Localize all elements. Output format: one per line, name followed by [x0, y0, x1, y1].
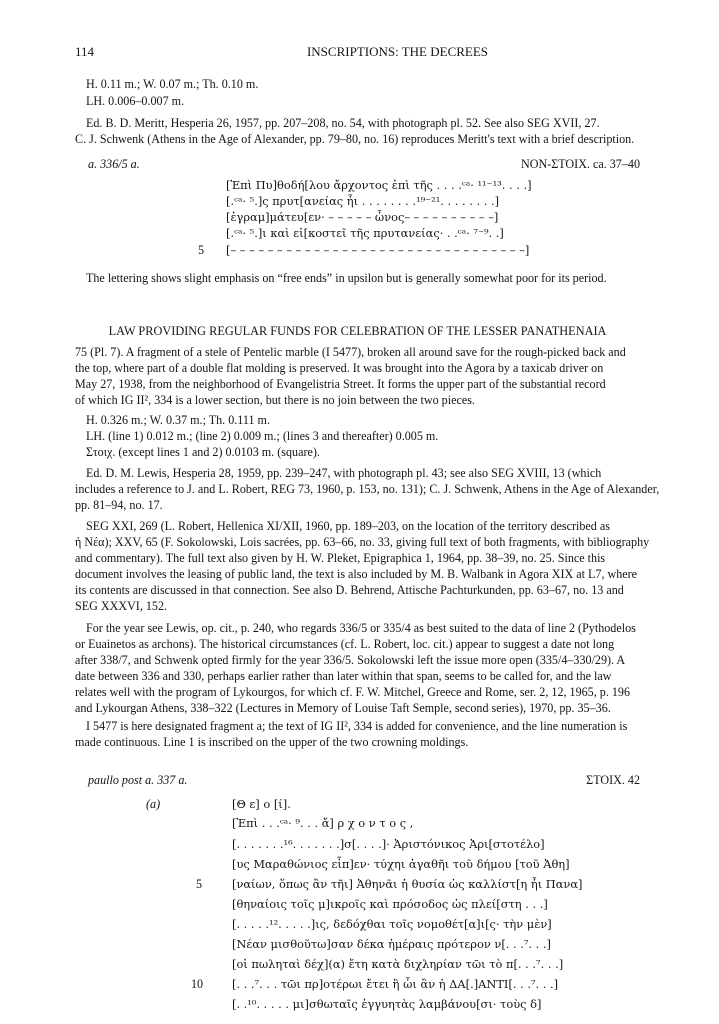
- law-year-1: For the year see Lewis, op. cit., p. 240, who regards 336/5 or 335/4 as best suited to the data of line 2 (Pythodelos: [86, 621, 636, 635]
- law-line-2: [Ἐπὶ . . .ᶜᵃ· ⁹. . . ἄ] ρ χ ο ν τ ο ς ,: [232, 816, 414, 830]
- law-intro-3: May 27, 1938, from the neighborhood of Evangelistria Street. It forms the upper part of the substantial record: [75, 377, 606, 391]
- law-intro-2: the top, where part of a double flat molding is preserved. It was brought into the Agora by a taxicab driver on: [75, 361, 604, 375]
- running-title: INSCRIPTIONS: THE DECREES: [306, 44, 489, 59]
- law-frag-note-2: made continuous. Line 1 is inscribed on the upper of the two crowning moldings.: [75, 735, 469, 749]
- law-intro-1: 75 (Pl. 7). A fragment of a stele of Pentelic marble (I 5477), broken all around save for the rough-picked back and: [75, 345, 626, 359]
- law-seg-6: SEG XXXVI, 152.: [75, 599, 168, 613]
- law-line-6: [θηναίοις τοῖς μ]ικροῖς καὶ πρόσοδος ὡς πλεί[στη . . .]: [232, 897, 548, 911]
- law-date: paullo post a. 337 a.: [88, 773, 188, 787]
- frag1-ed-2: C. J. Schwenk (Athens in the Age of Alexander, pp. 79–80, no. 16) reproduces Meritt's text with a brief description.: [75, 132, 635, 146]
- law-line-9: [οἱ πωληταὶ δέχ](α) ἔτη κατὰ διχληρίαν τῶι τὸ π[. . .⁷. . .]: [232, 957, 564, 971]
- law-ed-1: Ed. D. M. Lewis, Hesperia 28, 1959, pp. 239–247, with photograph pl. 43; see also SEG XVIII, 13 (which: [86, 466, 602, 480]
- law-dims-3: Στοιχ. (except lines 1 and 2) 0.0103 m. (square).: [86, 445, 320, 459]
- law-line-number-5: 5: [196, 877, 203, 891]
- frag1-line-3: [ἐγραμ]μάτευ[εν· – – – – – ὦνος– – – – – – – – – –]: [226, 210, 499, 224]
- law-ed-2: includes a reference to J. and L. Robert, REG 73, 1960, p. 153, no. 131); C. J. Schwenk, Athens in the Age of Alexander,: [75, 482, 660, 496]
- frag1-line-2: [.ᶜᵃ· ⁵.]ς πρυτ[ανείας ἧι . . . . . . . .¹⁹⁻²¹. . . . . . . .]: [226, 194, 500, 208]
- law-line-number-10: 10: [191, 977, 204, 991]
- law-seg-5: its contents are discussed in that connection. See also D. Behrend, Attische Pachturkunden, pp. 63–67, no. 13 and: [75, 583, 624, 597]
- frag1-ed-1: Ed. B. D. Meritt, Hesperia 26, 1957, pp. 207–208, no. 54, with photograph pl. 52. See also SEG XVII, 27.: [86, 116, 600, 130]
- law-line-5: [ναίων, ὅπως ἂν τῆι] Ἀθηνᾶι ἡ θυσία ὡς καλλίστ[η ἧι Πανα]: [232, 877, 583, 891]
- law-line-10: [. . .⁷. . . τῶι πρ]οτέρωι ἔτει ἢ ὧι ἂν ἡ ΔΑ[.]ΑΝΤΙ[. . .⁷. . .]: [232, 977, 559, 991]
- law-intro-4: of which IG II², 334 is a lower section, but there is no join between the two pieces.: [75, 393, 475, 407]
- frag1-dims-1: H. 0.11 m.; W. 0.07 m.; Th. 0.10 m.: [86, 77, 259, 91]
- law-line-11: [. .¹⁰. . . . . μι]σθωταῖς ἐγγυητὰς λαμβάνου[σι· τοὺς δ]: [232, 997, 542, 1011]
- law-line-4: [υς Μαραθώνιος εἶπ]εν· τύχηι ἀγαθῆι τοῦ δήμου [τοῦ Ἀθη]: [232, 857, 570, 871]
- law-year-2: or Euainetos as archons). The historical circumstances (cf. L. Robert, loc. cit.) appear to suggest a date not long: [75, 637, 615, 651]
- law-year-3: after 338/7, and Schwenk opted firmly for the year 336/5. Sokolowski left the issue more open (335/4–330/29). A: [75, 653, 626, 667]
- frag1-dims-2: LH. 0.006–0.007 m.: [86, 94, 185, 108]
- law-seg-4: document involves the leasing of public land, the text is also included by M. B. Walbank in Agora XIX at L7, where: [75, 567, 638, 581]
- frag1-stoich: NON-ΣΤΟΙΧ. ca. 37–40: [521, 157, 640, 171]
- law-line-7: [. . . . .¹². . . . .]ις, δεδόχθαι τοῖς νομοθέτ[α]ι[ς· τὴν μὲν]: [232, 917, 552, 931]
- law-seg-2: ἡ Νέα); XXV, 65 (F. Sokolowski, Lois sacrées, pp. 63–66, no. 33, giving full text of both fragments, with bibliography: [75, 535, 650, 549]
- law-line-3: [. . . . . . .¹⁶. . . . . . .]σ[. . . .]· Ἀριστόνικος Ἀρι[στοτέλο]: [232, 837, 545, 851]
- law-dims-1: H. 0.326 m.; W. 0.37 m.; Th. 0.111 m.: [86, 413, 270, 427]
- law-line-8: [Νέαν μισθοῦτω]σαν δέκα ἡμέραις πρότερον ν[. . .⁷. . .]: [232, 937, 551, 951]
- frag1-line-4: [.ᶜᵃ· ⁵.]ι καὶ εἰ[κοστεῖ τῆς πρυτανείας· . .ᶜᵃ· ⁷⁻⁹. .]: [226, 226, 504, 240]
- fragment-label: (a): [146, 797, 161, 811]
- law-year-4: date between 336 and 330, perhaps earlier rather than later within that span, seems to be called for, and the law: [75, 669, 612, 683]
- frag1-line-1: [Ἐπὶ Πυ]θοδή[λου ἄρχοντος ἐπὶ τῆς . . . .ᶜᵃ· ¹¹⁻¹³. . . .]: [226, 178, 532, 192]
- law-seg-1: SEG XXI, 269 (L. Robert, Hellenica XI/XII, 1960, pp. 189–203, on the location of the territory described as: [86, 519, 610, 533]
- law-year-5: relates well with the program of Lykourgos, for which cf. F. W. Mitchel, Greece and Rome, ser. 2, 12, 1965, p. 196: [75, 685, 631, 699]
- frag1-date: a. 336/5 a.: [88, 157, 140, 171]
- page-number: 114: [75, 44, 95, 59]
- law-stoich: ΣΤΟΙΧ. 42: [586, 773, 640, 787]
- section-heading: LAW PROVIDING REGULAR FUNDS FOR CELEBRATION OF THE LESSER PANATHENAIA: [108, 324, 607, 338]
- law-year-6: and Lykourgan Athens, 338–322 (Lectures in Memory of Louise Taft Semple, second series), 1970, pp. 35–36.: [75, 701, 611, 715]
- frag1-lettering-note: The lettering shows slight emphasis on “free ends” in upsilon but is generally somewhat poor for its period.: [86, 271, 607, 285]
- law-frag-note-1: I 5477 is here designated fragment a; the text of IG II², 334 is added for convenience, and the line numeration is: [86, 719, 628, 733]
- law-line-1: [Θ ε] ο [ί].: [232, 797, 291, 811]
- law-ed-3: pp. 81–94, no. 17.: [75, 498, 163, 512]
- frag1-line-5: [– – – – – – – – – – – – – – – – – – – – – – – – – – – – – – – –]: [226, 243, 530, 257]
- frag1-line-number-5: 5: [198, 243, 205, 257]
- law-dims-2: LH. (line 1) 0.012 m.; (line 2) 0.009 m.; (lines 3 and thereafter) 0.005 m.: [86, 429, 439, 443]
- law-seg-3: and commentary). The full text also given by H. W. Pleket, Epigraphica 1, 1964, pp. 38–39, no. 25. Since this: [75, 551, 606, 565]
